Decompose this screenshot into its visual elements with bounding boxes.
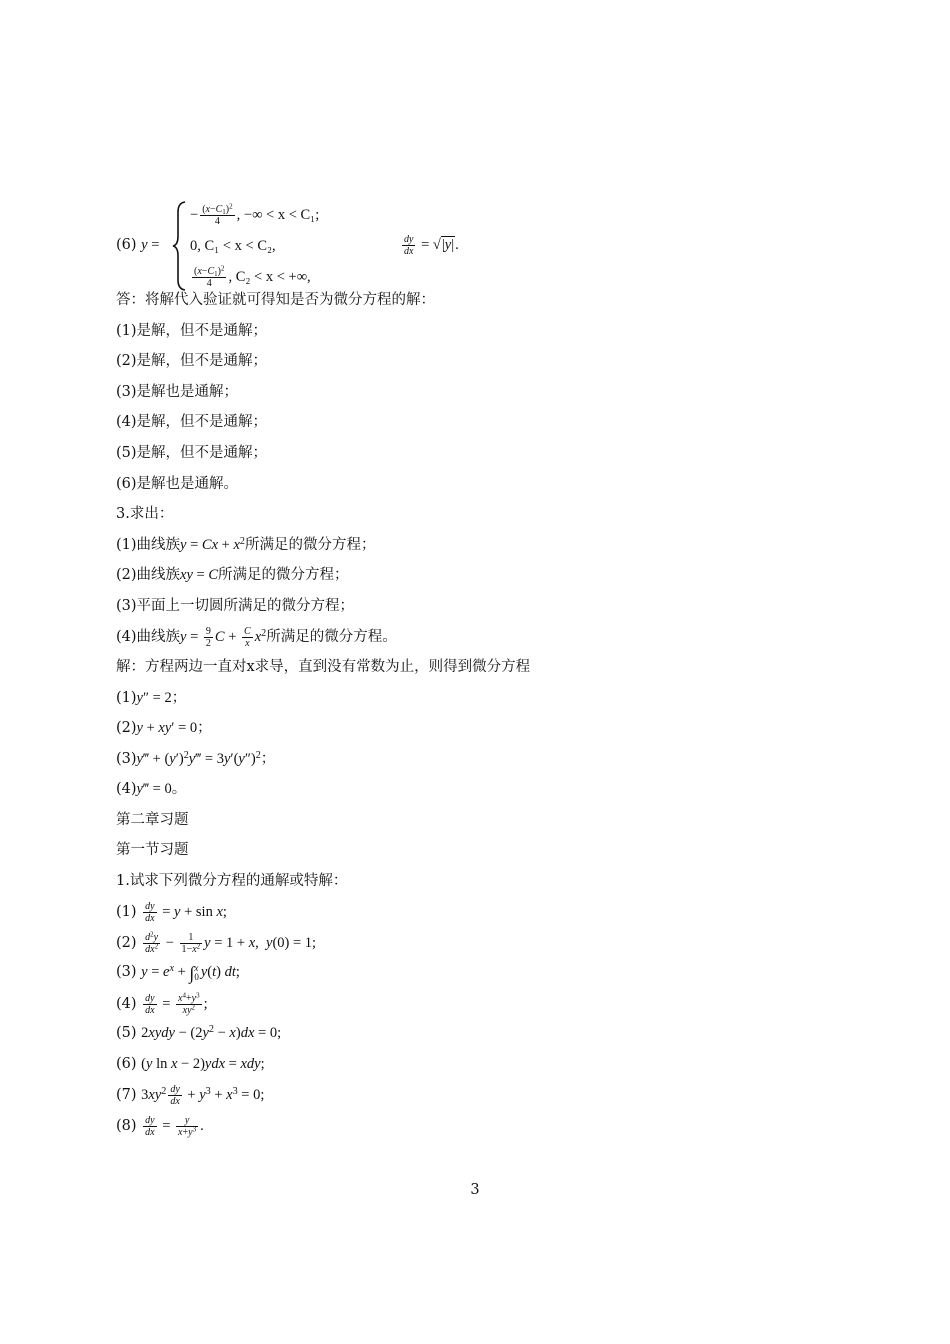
solution-intro: 解：方程两边一直对x求导，直到没有常数为止，则得到微分方程 <box>116 659 531 675</box>
question-3-item-4: (4)曲线族y = $\frac{9}{2}$ C + $\frac{C}{x}$ $x^2$所满足的微分方程。 <box>116 626 397 649</box>
solution-item: (3)y‴ + $(y')^2y‴ = 3y'(y'')^2$； <box>116 749 276 767</box>
answer-item: (5)是解，但不是通解； <box>116 445 268 461</box>
section-title: 第一节习题 <box>116 842 189 858</box>
answer-intro: 答：将解代入验证就可得知是否为微分方程的解： <box>116 292 435 308</box>
piecewise-case-2: 0, C₁ < x < C₂, <box>190 238 276 254</box>
exercise-item: (7) $3xy^2$ $\frac{dy}{dx}$ + $y^3 + x^3 = 0$; <box>116 1084 265 1107</box>
page-number: 3 <box>470 1182 480 1198</box>
exercise-item: (4) $\frac{dy}{dx}$ = $\frac{x^4+y^3}{xy^2}$ ; <box>116 991 208 1016</box>
exercise-item: (1) $\frac{dy}{dx}$ = y + sin x; <box>116 901 227 924</box>
answer-item: (3)是解也是通解； <box>116 384 239 400</box>
problem-6-equation: $\frac{dy}{dx}$ = √|y|. <box>404 234 459 257</box>
exercise-item: (2) $\frac{d^2y}{dx^2}$ − $\frac{1}{1-x^2}$ y = 1 + x, y(0) = 1; <box>116 930 317 955</box>
question-1-title: 1.试求下列微分方程的通解或特解： <box>116 873 348 889</box>
exercise-item: (8) $\frac{dy}{dx}$ = $\frac{y}{x+y^3}$ . <box>116 1115 204 1138</box>
chapter-title: 第二章习题 <box>116 812 189 828</box>
question-3-title: 3.求出： <box>116 506 174 522</box>
exercise-item: (6) (y ln x − 2)ydx = xdy; <box>116 1056 265 1072</box>
answer-item: (2)是解，但不是通解； <box>116 353 268 369</box>
solution-item: (4)y‴ = 0。 <box>116 781 187 797</box>
answer-item: (4)是解，但不是通解； <box>116 414 268 430</box>
answer-item: (6)是解也是通解。 <box>116 476 239 492</box>
question-3-item-1: (1)曲线族$y = Cx + x^2$所满足的微分方程； <box>116 535 376 553</box>
exercise-item: (3) $y = e^x$ + ∫ x 0 y(t) dt; <box>116 962 240 983</box>
piecewise-case-1: − $\frac{(x-C_1)^2}{4}$ , −∞ < x < C₁; <box>190 202 320 227</box>
solution-item: (2)y + xy′ = 0； <box>116 720 212 736</box>
question-3-item-2: (2)曲线族xy = C所满足的微分方程； <box>116 567 349 583</box>
problem-6-label: (6) y = <box>116 237 160 253</box>
question-3-item-3: (3)平面上一切圆所满足的微分方程； <box>116 598 355 614</box>
left-brace-icon <box>172 200 188 292</box>
solution-item: (1)y″ = 2； <box>116 690 187 706</box>
exercise-item: (5) 2xydy − $(2y^2 - x)dx = 0$; <box>116 1023 282 1041</box>
answer-item: (1)是解，但不是通解； <box>116 323 268 339</box>
piecewise-case-3: $\frac{(x-C_1)^2}{4}$ , C₂ < x < +∞, <box>194 264 311 289</box>
